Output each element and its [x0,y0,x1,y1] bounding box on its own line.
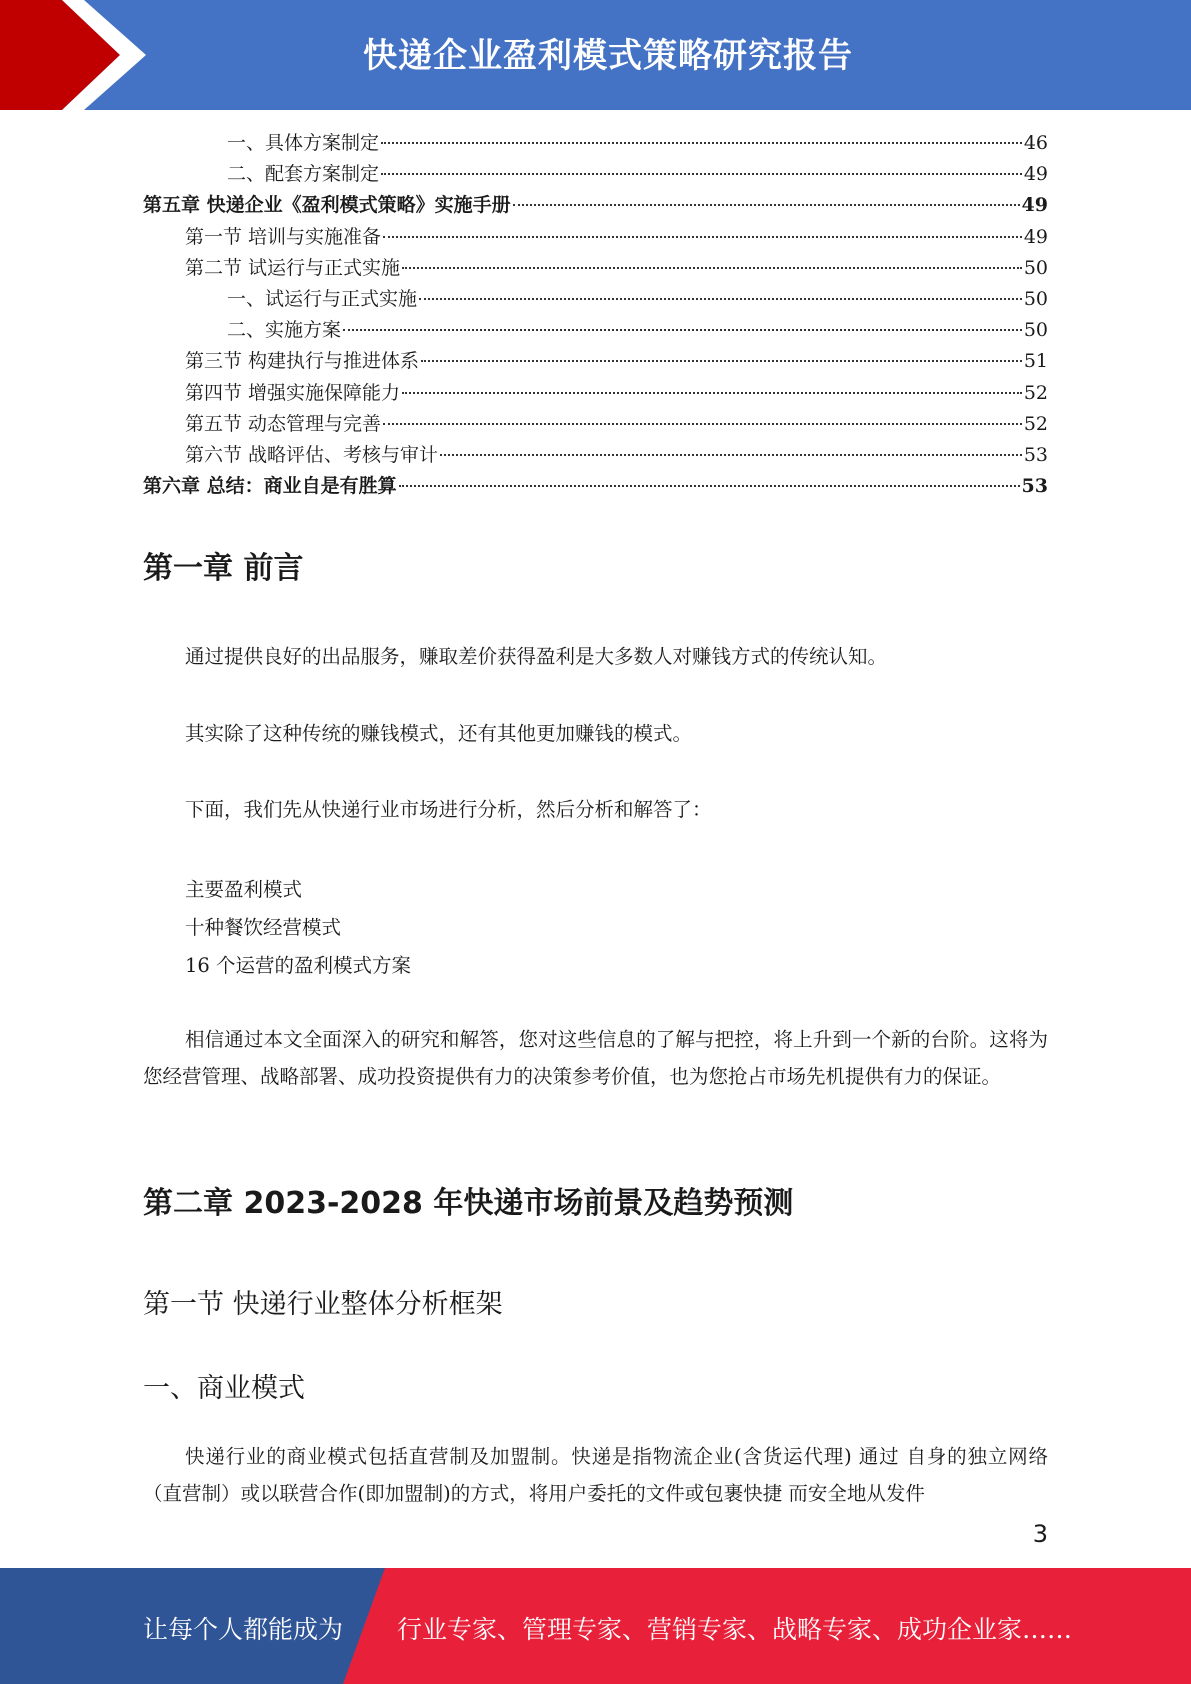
toc-entry-title: 第五节 动态管理与完善 [185,412,382,435]
toc-entry[interactable] [143,378,1048,409]
toc-leader-dots [419,298,1022,300]
page-number: 3 [1032,1520,1048,1548]
subsection-heading: 一、商业模式 [143,1373,305,1404]
toc-entry-title: 第一节 培训与实施准备 [185,225,382,248]
toc-entry-title: 二、配套方案制定 [227,163,380,186]
toc-entry-page: 53 [1021,475,1048,498]
chapter-1-paragraph-2: 其实除了这种传统的赚钱模式，还有其他更加赚钱的模式。 [185,722,693,745]
chapter-1-paragraph-3: 下面，我们先从快递行业市场进行分析，然后分析和解答了： [185,798,712,821]
toc-leader-dots [381,142,1022,144]
header-banner [0,0,1191,110]
toc-leader-dots [421,360,1022,362]
model-list [185,871,411,985]
toc-leader-dots [383,423,1022,425]
toc-entry-title: 二、实施方案 [227,319,342,342]
toc-entry-title: 第二节 试运行与正式实施 [185,256,401,279]
toc-leader-dots [440,454,1022,456]
toc-leader-dots [381,173,1022,175]
toc-entry[interactable] [143,346,1048,377]
toc-leader-dots [343,329,1022,331]
footer-slogan-right: 行业专家、管理专家、营销专家、战略专家、成功企业家…… [397,1615,1073,1644]
list-item: 十种餐饮经营模式 [185,916,342,939]
toc-entry-title: 第六章 总结：商业自是有胜算 [143,475,397,498]
list-item: 主要盈利模式 [185,878,303,901]
toc-entry-page: 50 [1023,256,1048,279]
toc-entry-title: 第三节 构建执行与推进体系 [185,350,420,373]
list-item: 16 个运营的盈利模式方案 [185,954,412,977]
toc-entry[interactable] [143,190,1048,221]
chapter-1-paragraph-1: 通过提供良好的出品服务，赚取差价获得盈利是大多数人对赚钱方式的传统认知。 [185,645,888,668]
footer-banner [0,1568,1191,1684]
toc-entry[interactable] [143,159,1048,190]
toc-entry-title: 第四节 增强实施保障能力 [185,381,401,404]
toc-entry-page: 49 [1023,225,1048,248]
chapter-2-heading: 第二章 2023-2028 年快递市场前景及趋势预测 [143,1186,794,1221]
toc-leader-dots [402,267,1022,269]
toc-leader-dots [402,392,1022,394]
report-title: 快递企业盈利模式策略研究报告 [363,36,853,76]
toc-entry[interactable] [143,315,1048,346]
toc-entry-page: 52 [1023,381,1048,404]
toc-leader-dots [399,485,1020,487]
toc-entry-title: 一、具体方案制定 [227,132,380,154]
chapter-1-heading: 第一章 前言 [143,551,304,586]
toc-entry[interactable] [143,128,1048,159]
toc-entry[interactable] [143,253,1048,284]
chapter-1-paragraph-4: 相信通过本文全面深入的研究和解答，您对这些信息的了解与把控，将上升到一个新的台阶。这将为您经营管理、战略部署、成功投资提供有力的决策参考价值，也为您抢占市场先机提供有力的保证。 [143,1028,1048,1088]
chapter-2-paragraph-1: 快递行业的商业模式包括直营制及加盟制。快递是指物流企业(含货运代理) 通过 自身的独立网络（直营制）或以联营合作(即加盟制)的方式，将用户委托的文件或包裹快捷 而安全地从发件 [143,1445,1048,1505]
toc-entry-title: 第六节 战略评估、考核与审计 [185,443,439,466]
toc-entry-page: 49 [1023,163,1048,186]
toc-entry-title: 一、试运行与正式实施 [227,287,418,310]
toc-entry[interactable] [143,409,1048,440]
toc-entry-page: 52 [1023,412,1048,435]
toc-entry-page: 53 [1023,443,1048,466]
toc-entry[interactable] [143,440,1048,471]
toc-entry[interactable] [143,471,1048,502]
toc-leader-dots [513,204,1020,206]
toc-entry-page: 50 [1023,319,1048,342]
footer-slogan-left: 让每个人都能成为 [143,1615,344,1644]
toc-entry-page: 50 [1023,287,1048,310]
toc-entry-title: 第五章 快递企业《盈利模式策略》实施手册 [143,194,511,217]
toc-leader-dots [383,236,1022,238]
toc-entry-page: 49 [1021,194,1048,217]
table-of-contents [143,128,1048,502]
toc-entry[interactable] [143,284,1048,315]
toc-entry-page: 46 [1023,132,1048,154]
toc-entry[interactable] [143,222,1048,253]
section-heading: 第一节 快递行业整体分析框架 [143,1289,503,1320]
toc-entry-page: 51 [1023,350,1048,373]
